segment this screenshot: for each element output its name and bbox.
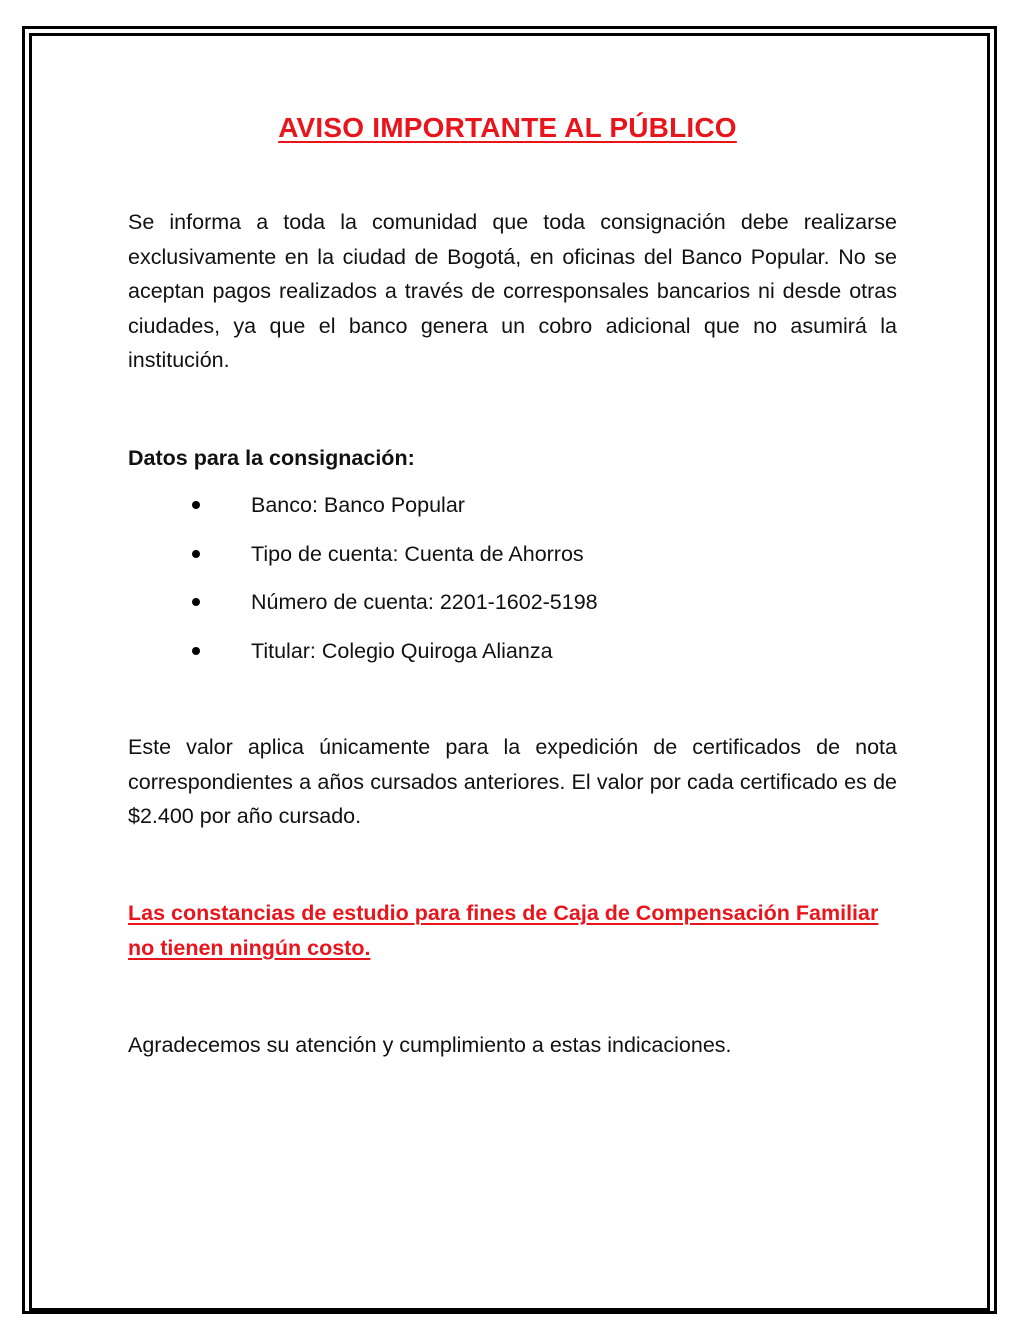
list-item — [0, 488, 1015, 537]
notice-title: AVISO IMPORTANTE AL PÚBLICO — [278, 112, 737, 143]
intro-paragraph: Se informa a toda la comunidad que toda consignación debe realizarse exclusivamente en la ciudad de Bogotá, en oficinas del Banco Popular. No se aceptan pagos realizados a través de corresponsales bancarios ni desde otras ciudades, ya que el banco genera un cobro adicional que no asumirá la institución. — [128, 210, 897, 372]
account-holder-item: Titular: Colegio Quiroga Alianza — [251, 638, 553, 663]
list-item — [0, 585, 1015, 634]
free-certificates-notice: Las constancias de estudio para fines de Caja de Compensación Familiar no tienen ningún costo. — [128, 901, 879, 960]
bank-name-item: Banco: Banco Popular — [251, 493, 465, 517]
bullet-icon — [192, 501, 200, 509]
list-item — [0, 634, 1015, 683]
account-number-item: Número de cuenta: 2201-1602-5198 — [251, 590, 598, 614]
bullet-icon — [192, 550, 200, 558]
bullet-icon — [192, 647, 200, 655]
fee-paragraph: Este valor aplica únicamente para la expedición de certificados de nota correspondientes a años cursados anteriores. El valor por cada certificado es de $2.400 por año cursado. — [128, 735, 897, 828]
list-item — [0, 537, 1015, 586]
payment-details-list — [0, 488, 1015, 682]
closing-paragraph: Agradecemos su atención y cumplimiento a estas indicaciones. — [128, 1033, 732, 1057]
bullet-icon — [192, 598, 200, 606]
account-type-item: Tipo de cuenta: Cuenta de Ahorros — [251, 541, 584, 566]
payment-details-heading: Datos para la consignación: — [128, 446, 415, 470]
